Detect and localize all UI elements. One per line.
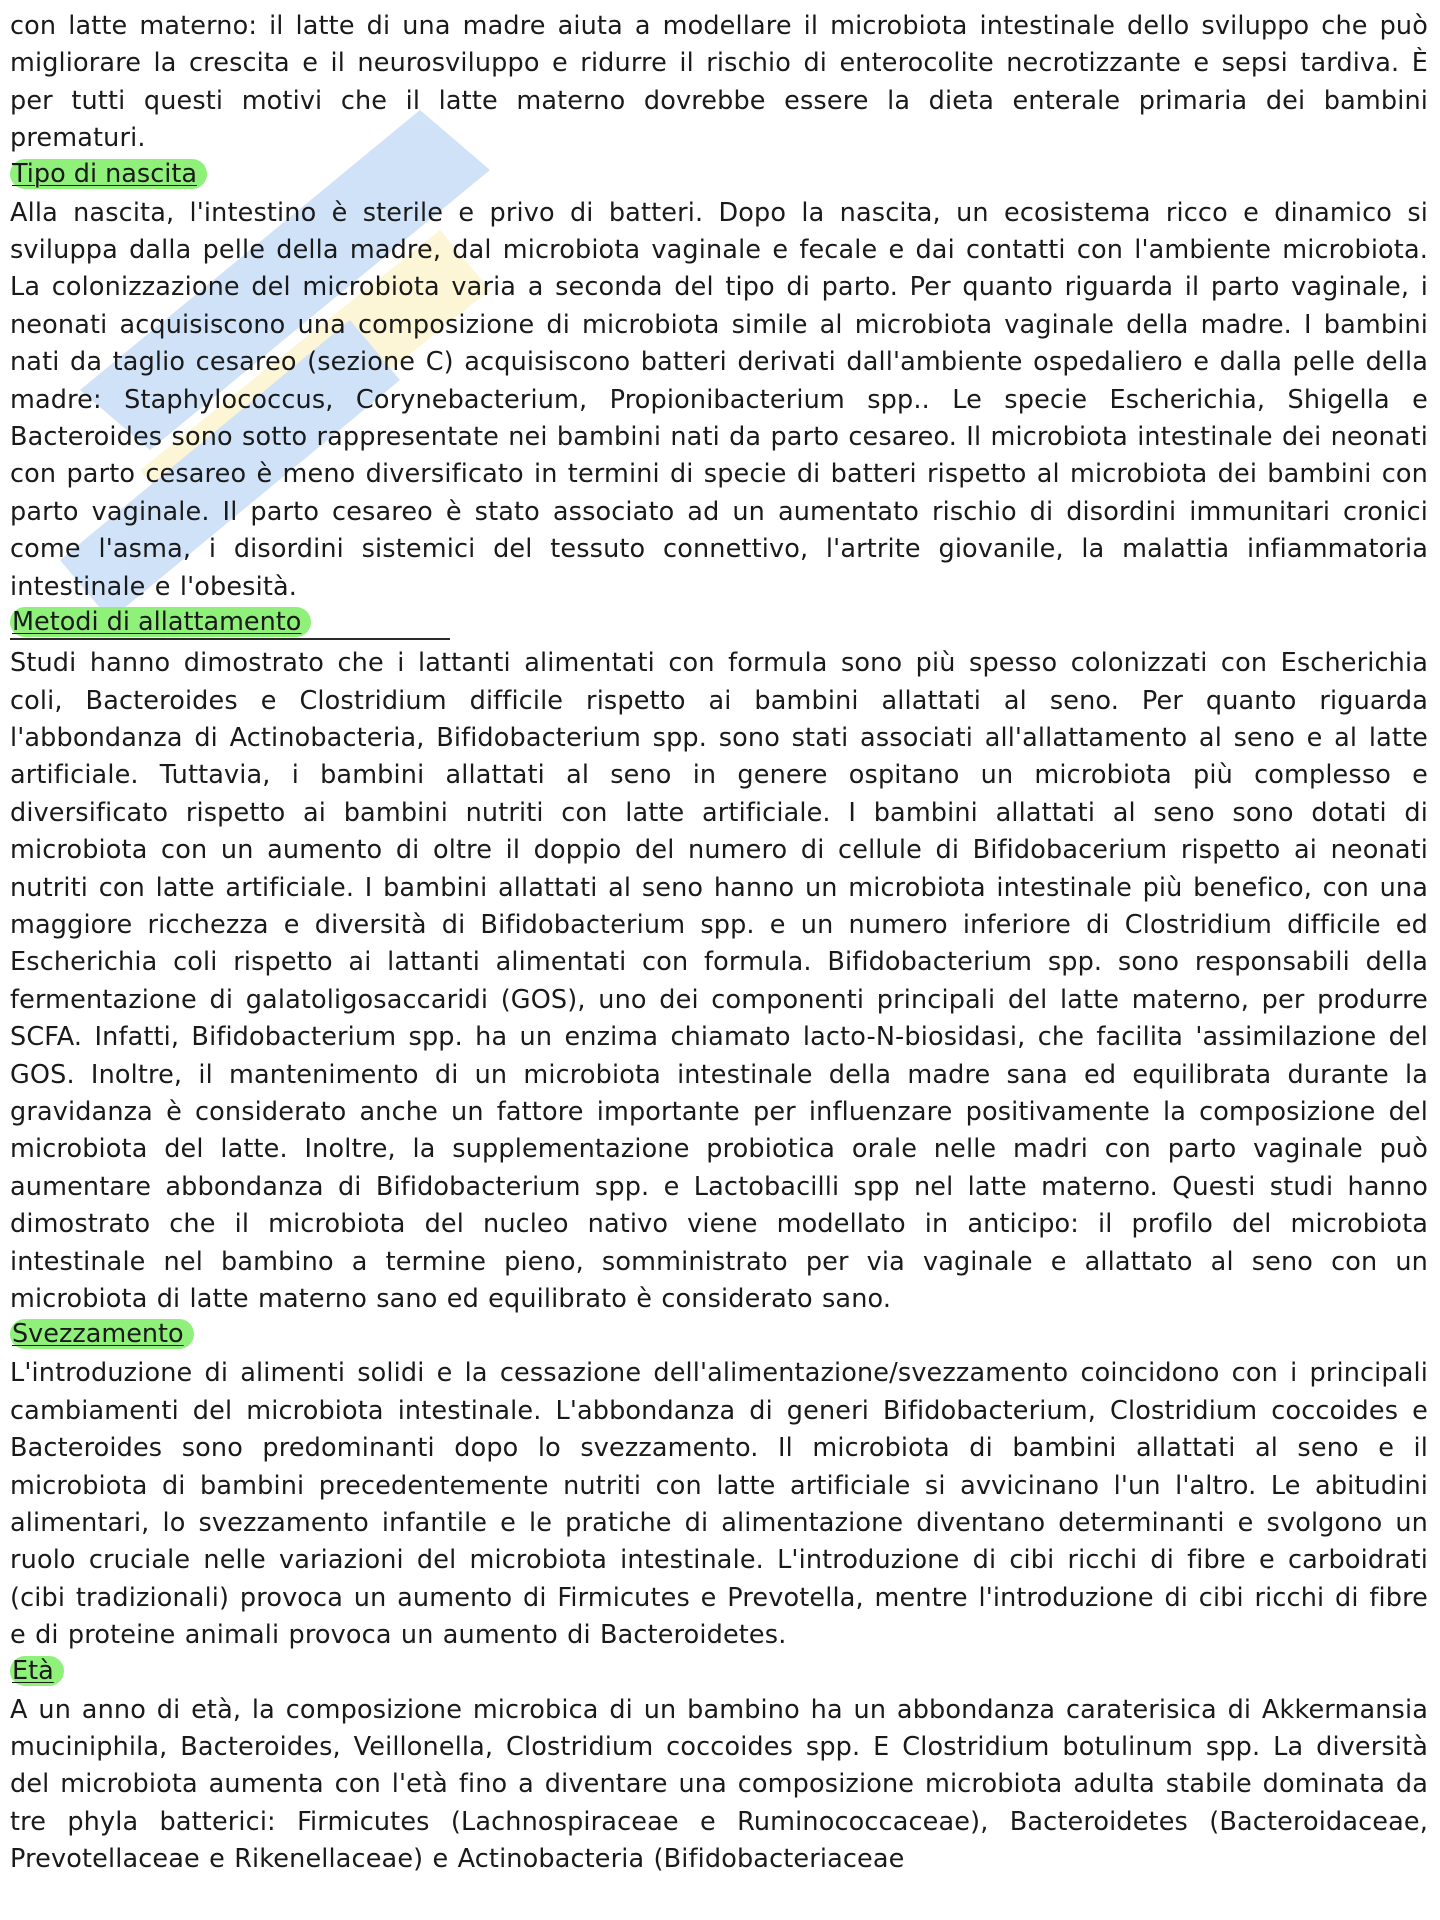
heading-label: Metodi di allattamento [10,607,311,637]
paragraph-tipo-di-nascita: Alla nascita, l'intestino è sterile e privo di batteri. Dopo la nascita, un ecosistema ricco e dinamico si sviluppa dalla pelle della madre, dal microbiota vaginale e fecale e dai contatti con l'ambiente microbiota. La colonizzazione del microbiota varia a seconda del tipo di parto. Per quanto riguarda il parto vaginale, i neonati acquisiscono una composizione di microbiota simile al microbiota vaginale della madre. I bambini nati da taglio cesareo (sezione C) acquisiscono batteri derivati dall'ambiente ospedaliero e dalla pelle della madre: Staphylococcus, Corynebacterium, Propionibacterium spp.. Le specie Escherichia, Shigella e Bacteroides sono sotto rappresentate nei bambini nati da parto cesareo. Il microbiota intestinale dei neonati con parto cesareo è meno diversificato in termini di specie di batteri rispetto al microbiota dei bambini con parto vaginale. Il parto cesareo è stato associato ad un aumentato rischio di disordini immunitari cronici come l'asma, i disordini sistemici del tessuto connettivo, l'artrite giovanile, la malattia infiammatoria intestinale e l'obesità. [10,197,1428,602]
section-heading-metodi-di-allattamento [10,606,1428,643]
document-page [10,8,1428,1879]
paragraph-metodi-di-allattamento: Studi hanno dimostrato che i lattanti alimentati con formula sono più spesso colonizzati con Escherichia coli, Bacteroides e Clostridium difficile rispetto ai bambini allattati al seno. Per quanto riguarda l'abbondanza di Actinobacteria, Bifidobacterium spp. sono stati associati all'allattamento al seno e al latte artificiale. Tuttavia, i bambini allattati al seno in genere ospitano un microbiota più complesso e diversificato rispetto ai bambini nutriti con latte artificiale. I bambini allattati al seno sono dotati di microbiota con un aumento di oltre il doppio del numero di cellule di Bifidobacerium rispetto ai neonati nutriti con latte artificiale. I bambini allattati al seno hanno un microbiota intestinale più benefico, con una maggiore ricchezza e diversità di Bifidobacterium spp. e un numero inferiore di Clostridium difficile ed Escherichia coli rispetto ai lattanti alimentati con formula. Bifidobacterium spp. sono responsabili della fermentazione di galatoligosaccaridi (GOS), uno dei componenti principali del latte materno, per produrre SCFA. Infatti, Bifidobacterium spp. ha un enzima chiamato lacto-N-biosidasi, che facilita 'assimilazione del GOS. Inoltre, il mantenimento di un microbiota intestinale della madre sana ed equilibrata durante la gravidanza è considerato anche un fattore importante per influenzare positivamente la composizione del microbiota del latte. Inoltre, la supplementazione probiotica orale nelle madri con parto vaginale può aumentare abbondanza di Bifidobacterium spp. e Lactobacilli spp nel latte materno. Questi studi hanno dimostrato che il microbiota del nucleo nativo viene modellato in anticipo: il profilo del microbiota intestinale nel bambino a termine pieno, somministrato per via vaginale e allattato al seno con un microbiota di latte materno sano ed equilibrato è considerato sano. [10,648,1428,1314]
heading-label: Svezzamento [10,1319,194,1349]
paragraph-eta: A un anno di età, la composizione microbica di un bambino ha un abbondanza caraterisica di Akkermansia muciniphila, Bacteroides, Veillonella, Clostridium coccoides spp. E Clostridium botulinum spp. La diversità del microbiota aumenta con l'età fino a diventare una composizione microbiota adulta stabile dominata da tre phyla batterici: Firmicutes (Lachnospiraceae e Ruminococcaceae), Bacteroidetes (Bacteroidaceae, Prevotellaceae e Rikenellaceae) e Actinobacteria (Bifidobacteriaceae [10,1694,1428,1875]
paragraph-intro: con latte materno: il latte di una madre aiuta a modellare il microbiota intestinale dello sviluppo che può migliorare la crescita e il neurosviluppo e ridurre il rischio di enterocolite necrotizzante e sepsi tardiva. È per tutti questi motivi che il latte materno dovrebbe essere la dieta enterale primaria dei bambini prematuri. [10,11,1428,154]
heading-label: Età [10,1656,64,1686]
paragraph-svezzamento: L'introduzione di alimenti solidi e la cessazione dell'alimentazione/svezzamento coincidono con i principali cambiamenti del microbiota intestinale. L'abbondanza di generi Bifidobacterium, Clostridium coccoides e Bacteroides sono predominanti dopo lo svezzamento. Il microbiota di bambini allattati al seno e il microbiota di bambini precedentemente nutriti con latte artificiale si avvicinano l'un l'altro. Le abitudini alimentari, lo svezzamento infantile e le pratiche di alimentazione diventano determinanti e svolgono un ruolo cruciale nelle variazioni del microbiota intestinale. L'introduzione di cibi ricchi di fibre e carboidrati (cibi tradizionali) provoca un aumento di Firmicutes e Prevotella, mentre l'introduzione di cibi ricchi di fibre e di proteine animali provoca un aumento di Bacteroidetes. [10,1358,1428,1651]
section-heading-eta [10,1655,1428,1692]
heading-label: Tipo di nascita [10,159,207,189]
section-heading-svezzamento [10,1318,1428,1355]
section-heading-tipo-di-nascita [10,158,1428,195]
